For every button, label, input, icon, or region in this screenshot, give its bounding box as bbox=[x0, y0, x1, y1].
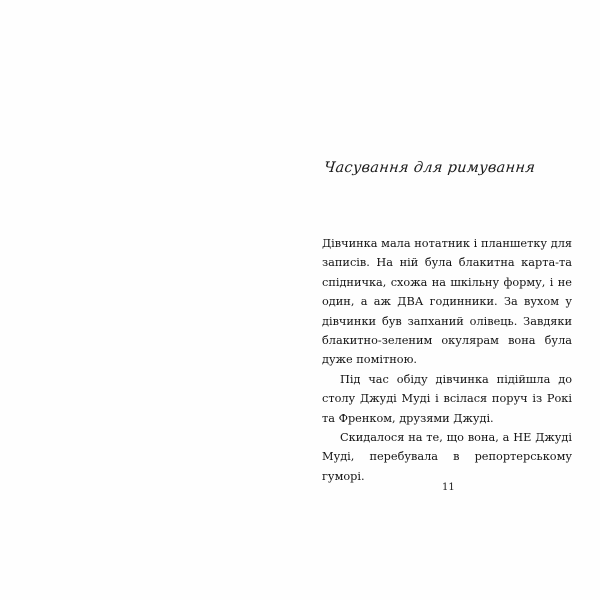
page-number: 11 bbox=[442, 482, 455, 493]
text-column bbox=[322, 160, 572, 486]
paragraph: Під час обіду дівчинка підійшла до столу Джуді Муді і всілася поруч із Рокі та Френком, друзями Джуді. bbox=[322, 372, 572, 425]
paragraph: Скидалося на те, що вона, а НЕ Джуді Муді, перебувала в репортерському гуморі. bbox=[322, 431, 572, 483]
paragraph: Дівчинка мала нотатник і планшетку для записів. На ній була блакитна карта-та спідничка, схожа на шкільну форму, і не один, а аж ДВА годинники. За вухом у дівчинки був запханий олівець. Завдяки блакитно-зеленим окулярам вона була дуже помітною. bbox=[322, 237, 572, 367]
body-text bbox=[322, 234, 572, 486]
chapter-title: Часування для римування bbox=[323, 160, 536, 176]
